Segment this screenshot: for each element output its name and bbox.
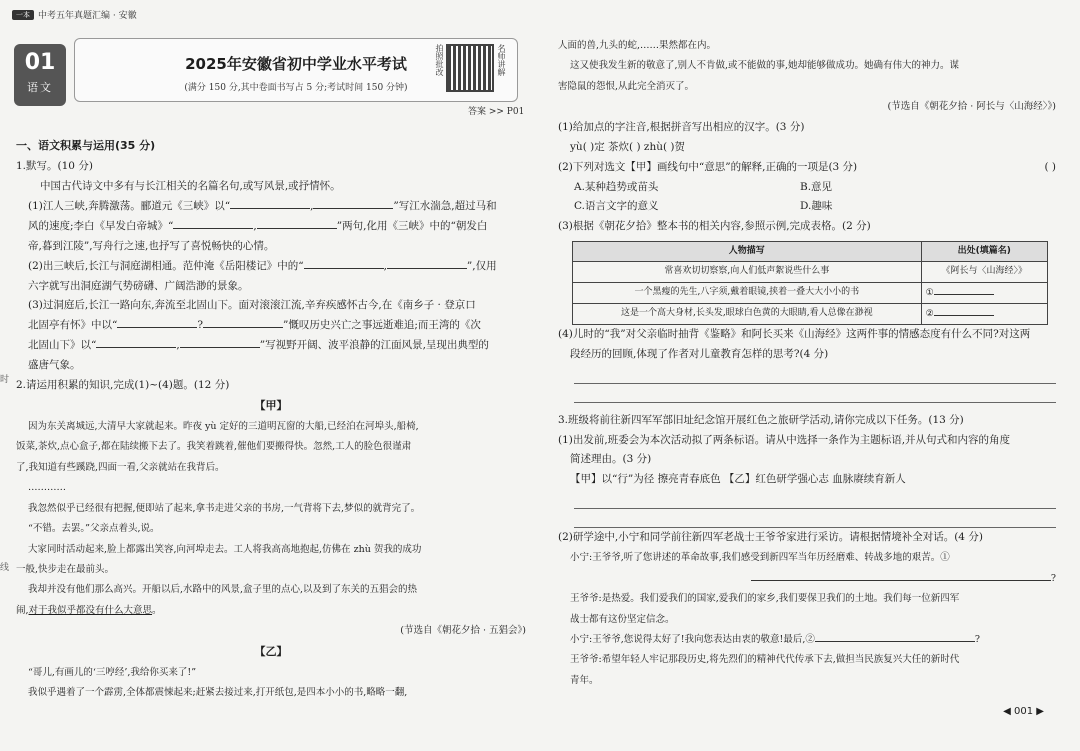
- answer-line[interactable]: [574, 365, 1056, 384]
- answer-blank[interactable]: [117, 317, 197, 328]
- subquestion-3: (3)根据《朝花夕拾》整本书的相关内容,参照示例,完成表格。(2 分): [558, 220, 871, 233]
- series-mark: 一本: [12, 10, 34, 20]
- table-header: 人物描写: [573, 242, 922, 262]
- q1-part3-end: 盛唐气象。: [28, 359, 81, 372]
- dialogue: 小宁:王爷爷,听了您讲述的革命故事,我们感受到新四军当年历经磨难、转战多地的艰苦。① ? 王爷爷:是热爱。我们爱我们的国家,爱我们的家乡,我们要保卫我们的土地。我们每一位新四军 战士都有这份坚定信念。 小宁:王爷爷,您说得太好了!我向您表达由衷的敬意!最后,② ? 王爷爷:希望年轻人牢记那段历史,将先烈们的精神代代传承下去,做担当民族复兴大任的新时代 青年。: [570, 552, 1056, 686]
- q1-part3-cont2: 北固山下》以“ , ”写视野开阔、波平浪静的江面风景,呈现出典型的: [28, 339, 489, 352]
- margin-mark: 线: [0, 563, 10, 573]
- subquestion-1: (1)给加点的字注音,根据拼音写出相应的汉字。(3 分): [558, 120, 805, 133]
- answer-blank[interactable]: [387, 258, 467, 269]
- task-1: (1)出发前,班委会为本次活动拟了两条标语。请从中选择一条作为主题标语,并从句式和内容的角度: [558, 433, 1011, 446]
- passage-yi-cont: 人面的兽,九头的蛇,……果然都在内。 这又使我发生新的敬意了,别人不肯做,或不能做的事,她却能够做成功。她确有伟大的神力。谋 害隐鼠的怨恨,从此完全消灭了。 (节选自《朝花夕拾 · 阿长与〈山海经〉》): [558, 36, 1056, 118]
- subquestion-4: (4)儿时的“我”对父亲临时抽背《鉴略》和阿长买来《山海经》这两件事的情感态度有什么不同?对这两: [558, 327, 1031, 340]
- answer-reference: 答案 >> P01: [468, 107, 525, 117]
- answer-line[interactable]: [574, 384, 1056, 403]
- exam-title: 2025年安徽省初中学业水平考试: [185, 55, 407, 73]
- q1-part3: (3)过洞庭后,长江一路向东,奔流至北固山下。面对滚滚江流,辛弃疾感怀古今,在《南乡子 · 登京口: [28, 299, 476, 312]
- answer-blank[interactable]: [304, 258, 384, 269]
- table-header: 出处(填篇名): [921, 242, 1047, 262]
- q1-part1-end: 帝,暮到江陵”,写舟行之速,也抒写了喜悦畅快的心情。: [28, 239, 275, 252]
- passage-yi: “哥儿,有画儿的‘三哼经’,我给你买来了!” 我似乎遇着了一个霹雳,全体都震悚起来;赶紧去接过来,打开纸包,是四本小小的书,略略一翻,: [28, 666, 408, 698]
- answer-blank[interactable]: [257, 218, 337, 229]
- q1-part2-end: 六字就写出洞庭湖气势磅礴、广阔浩渺的景象。: [28, 279, 249, 292]
- source-note: (节选自《朝花夕拾 · 阿长与〈山海经〉》): [887, 101, 1056, 113]
- question-3: 3.班级将前往新四军军部旧址纪念馆开展红色之旅研学活动,请你完成以下任务。(13 分): [558, 413, 964, 426]
- question-2: 2.请运用积累的知识,完成(1)~(4)题。(12 分): [16, 379, 230, 392]
- answer-blank[interactable]: [815, 631, 975, 642]
- option-b[interactable]: B.意见: [800, 180, 833, 193]
- answer-blank[interactable]: [180, 337, 260, 348]
- task-1-cont: 简述理由。(3 分): [570, 453, 652, 466]
- q1-part1: (1)江人三峡,奔腾激荡。郦道元《三峡》以“ , ”写江水湍急,超过马和: [28, 199, 497, 212]
- section-heading: 一、语文积累与运用(35 分): [16, 139, 156, 152]
- right-column: [558, 36, 1056, 691]
- answer-line[interactable]: [574, 509, 1056, 528]
- answer-blank[interactable]: [96, 337, 176, 348]
- answer-line[interactable]: [574, 490, 1056, 509]
- answer-paren[interactable]: ( ): [1044, 160, 1056, 173]
- margin-mark: 时: [0, 375, 10, 385]
- option-d[interactable]: D.趣味: [800, 200, 833, 213]
- passage-label-yi: 【乙】: [254, 644, 288, 658]
- paper-badge: [14, 44, 66, 106]
- answer-blank[interactable]: [934, 305, 994, 316]
- question-1: 1.默写。(10 分): [16, 159, 93, 172]
- series-title: 中考五年真题汇编 · 安徽: [38, 11, 137, 21]
- q1-part1-cont: 风的速度;李白《早发白帝城》“ , ”两句,化用《三峡》中的“朝发白: [28, 219, 488, 232]
- q1-intro: 中国古代诗文中多有与长江相关的名篇名句,或写风景,或抒情怀。: [40, 179, 341, 192]
- answer-blank[interactable]: [203, 317, 283, 328]
- underlined-sentence: 对于我似乎都没有什么大意思: [28, 604, 153, 616]
- series-header: [12, 8, 137, 21]
- table-row: 常喜欢切切察察,向人们低声絮说些什么事 《阿长与〈山海经〉》: [573, 262, 1048, 282]
- subquestion-4-cont: 段经历的回顾,体现了作者对儿童教育怎样的思考?(4 分): [570, 347, 829, 360]
- answer-blank[interactable]: [230, 198, 310, 209]
- answer-blank[interactable]: [751, 570, 1051, 581]
- subject-label: 语文: [27, 81, 53, 94]
- passage-jia: 因为东关离城远,大清早大家就起来。昨夜 yù 定好的三道明瓦窗的大船,已经泊在河埠头,船椅, 饭菜,茶炊,点心盒子,都在陆续搬下去了。我笑着跳着,催他们要搬得快。忽然,工人的脸色很谨肃 了,我知道有些蹊跷,四面一看,父亲就站在我背后。 ………… 我忽然似乎已经很有把握,便即站了起来,拿书走进父亲的书房,一气背将下去,梦似的就背完了。 “不错。去罢。”父亲点着头,说。 大家同时活动起来,脸上都露出笑容,向河埠走去。工人将我高高地抱起,仿佛在 zhù 贺我的成功 一般,快步走在最前头。 我却并没有他们那么高兴。开船以后,水路中的风景,盒子里的点心,以及到了东关的五猖会的热 闹,对于我似乎都没有什么大意思。 (节选自《朝花夕拾 · 五猖会》): [16, 417, 526, 642]
- qr-label-right: 名师讲解: [497, 44, 506, 76]
- q1-part2: (2)出三峡后,长江与洞庭湖相通。范仲淹《岳阳楼记》中的“ , ”,仅用: [28, 259, 497, 272]
- answer-blank[interactable]: [313, 198, 393, 209]
- exam-subtitle: (满分 150 分,其中卷面书写占 5 分;考试时间 150 分钟): [184, 83, 408, 93]
- paper-number: 01: [24, 50, 56, 75]
- table-row: 一个黑瘦的先生,八字须,戴着眼镜,挟着一叠大大小小的书 ①: [573, 282, 1048, 303]
- qr-label-left: 拍照批改: [435, 44, 444, 76]
- subquestion-2: (2)下列对选文【甲】画线句中“意思”的解释,正确的一项是(3 分) ( ): [558, 158, 1056, 178]
- source-note: (节选自《朝花夕拾 · 五猖会》): [400, 625, 526, 637]
- q1-part3-cont: 北固亭有怀》中以“ ? ”慨叹历史兴亡之事远逝难追;而王湾的《次: [28, 319, 481, 332]
- character-table: [572, 241, 1048, 324]
- answer-blank[interactable]: [173, 218, 253, 229]
- option-c[interactable]: C.语言文字的意义: [574, 200, 659, 213]
- task-2: (2)研学途中,小宁和同学前往新四军老战士王爷爷家进行采访。请根据情境补全对话。(4 分): [558, 531, 983, 544]
- answer-blank[interactable]: [934, 284, 994, 295]
- qr-code-icon[interactable]: [446, 44, 494, 92]
- pinyin-row[interactable]: yù( )定 茶炊( ) zhù( )贺: [570, 140, 686, 153]
- option-a[interactable]: A.某种趋势或苗头: [574, 180, 659, 193]
- page-number: ◀ 001 ▶: [1003, 706, 1044, 717]
- slogans: 【甲】以“行”为径 擦亮青春底色 【乙】红色研学强心志 血脉赓续育新人: [570, 473, 906, 486]
- passage-label-jia: 【甲】: [254, 399, 288, 413]
- left-column: [16, 136, 526, 703]
- options-list: [558, 178, 1056, 218]
- table-row: 这是一个高大身材,长头发,眼球白色黄的大眼睛,看人总像在渺视 ②: [573, 303, 1048, 324]
